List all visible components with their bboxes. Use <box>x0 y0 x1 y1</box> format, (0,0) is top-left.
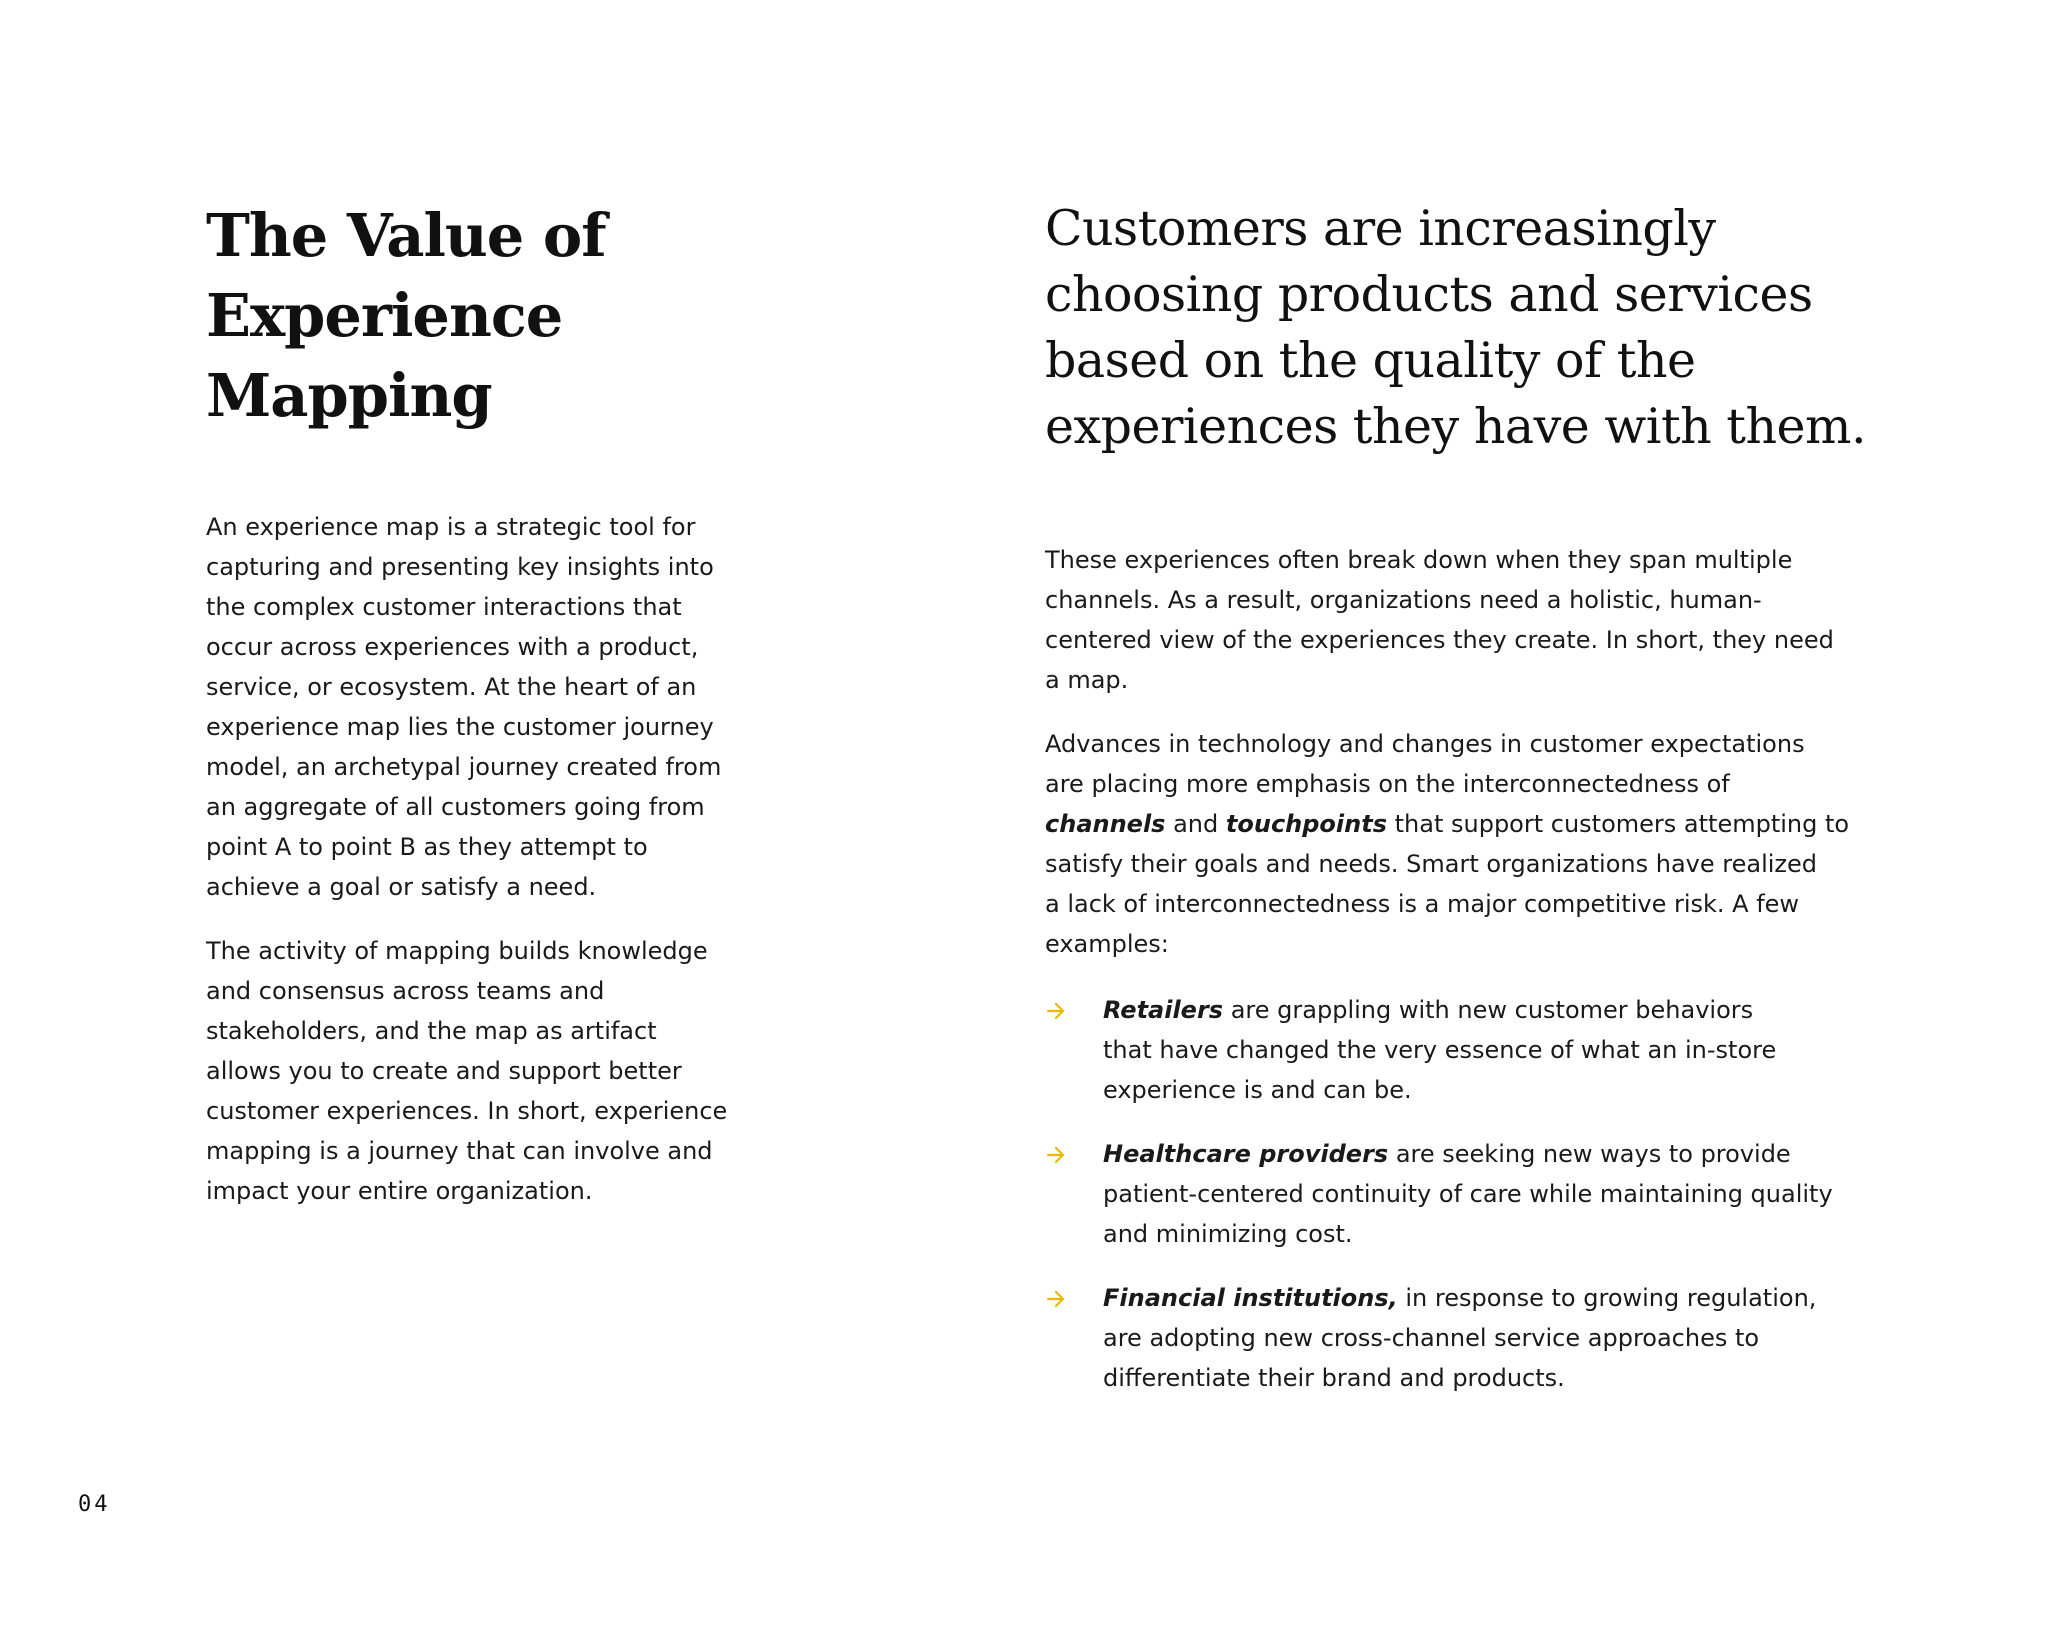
text-line <box>1103 1278 1875 1318</box>
text-fragment: are seeking new ways to provide <box>1388 1140 1791 1168</box>
text-line: An experience map is a strategic tool for <box>206 513 696 541</box>
text-line: allows you to create and support better <box>206 1057 682 1085</box>
text-line: differentiate their brand and products. <box>1103 1364 1565 1392</box>
text-line: occur across experiences with a product, <box>206 633 699 661</box>
text-line: point A to point B as they attempt to <box>206 833 648 861</box>
text-line: mapping is a journey that can involve and <box>206 1137 713 1165</box>
text-line: achieve a goal or satisfy a need. <box>206 873 597 901</box>
pull-quote <box>1045 196 1875 460</box>
arrow-right-icon <box>1045 1000 1067 1022</box>
right-column <box>1045 196 1875 1422</box>
left-column <box>206 196 766 1211</box>
text-line: a map. <box>1045 666 1129 694</box>
list-item <box>1045 1278 1875 1398</box>
title-line: Mapping <box>206 361 492 430</box>
text-line: patient-centered continuity of care while maintaining quality <box>1103 1180 1833 1208</box>
pull-quote-line: Customers are increasingly <box>1045 200 1716 257</box>
advances-paragraph <box>1045 724 1875 964</box>
arrow-right-icon <box>1045 1144 1067 1166</box>
emphasis-channels: channels <box>1045 810 1166 838</box>
text-line: service, or ecosystem. At the heart of an <box>206 673 697 701</box>
page-title <box>206 196 766 436</box>
pull-quote-line: based on the quality of the <box>1045 332 1696 389</box>
text-line <box>1103 990 1875 1030</box>
text-fragment: in response to growing regulation, <box>1397 1284 1817 1312</box>
text-line: Advances in technology and changes in customer expectations <box>1045 730 1805 758</box>
text-line: experience map lies the customer journey <box>206 713 714 741</box>
page-number: 04 <box>78 1492 111 1517</box>
text-line: These experiences often break down when they span multiple <box>1045 546 1793 574</box>
list-item <box>1045 1134 1875 1254</box>
breakdown-paragraph <box>1045 540 1875 700</box>
examples-list <box>1045 990 1875 1398</box>
text-line <box>1045 804 1875 844</box>
text-fragment: that support customers attempting to <box>1387 810 1850 838</box>
text-line: experience is and can be. <box>1103 1076 1412 1104</box>
example-lead: Financial institutions, <box>1103 1284 1398 1312</box>
text-line: customer experiences. In short, experience <box>206 1097 728 1125</box>
pull-quote-line: choosing products and services <box>1045 266 1813 323</box>
title-line: Experience <box>206 281 563 350</box>
text-line: a lack of interconnectedness is a major competitive risk. A few <box>1045 890 1800 918</box>
intro-paragraph <box>206 507 766 907</box>
mapping-activity-paragraph <box>206 931 766 1211</box>
text-line: model, an archetypal journey created from <box>206 753 722 781</box>
text-line: are placing more emphasis on the interconnectedness of <box>1045 770 1730 798</box>
arrow-right-icon <box>1045 1288 1067 1310</box>
emphasis-touchpoints: touchpoints <box>1225 810 1387 838</box>
text-line: stakeholders, and the map as artifact <box>206 1017 657 1045</box>
text-line: capturing and presenting key insights into <box>206 553 714 581</box>
text-line: are adopting new cross-channel service approaches to <box>1103 1324 1760 1352</box>
example-lead: Healthcare providers <box>1103 1140 1389 1168</box>
title-line: The Value of <box>206 201 606 270</box>
text-line: channels. As a result, organizations need a holistic, human- <box>1045 586 1762 614</box>
text-line: impact your entire organization. <box>206 1177 593 1205</box>
text-line: an aggregate of all customers going from <box>206 793 705 821</box>
text-line: satisfy their goals and needs. Smart organizations have realized <box>1045 850 1817 878</box>
text-line: and consensus across teams and <box>206 977 605 1005</box>
text-line: and minimizing cost. <box>1103 1220 1353 1248</box>
pull-quote-line: experiences they have with them. <box>1045 398 1867 455</box>
text-line: that have changed the very essence of what an in-store <box>1103 1036 1777 1064</box>
example-lead: Retailers <box>1103 996 1224 1024</box>
text-line <box>1103 1134 1875 1174</box>
list-item <box>1045 990 1875 1110</box>
text-fragment: and <box>1165 810 1226 838</box>
text-line: examples: <box>1045 930 1169 958</box>
text-line: The activity of mapping builds knowledge <box>206 937 708 965</box>
text-fragment: are grappling with new customer behaviors <box>1223 996 1754 1024</box>
text-line: the complex customer interactions that <box>206 593 682 621</box>
text-line: centered view of the experiences they create. In short, they need <box>1045 626 1834 654</box>
